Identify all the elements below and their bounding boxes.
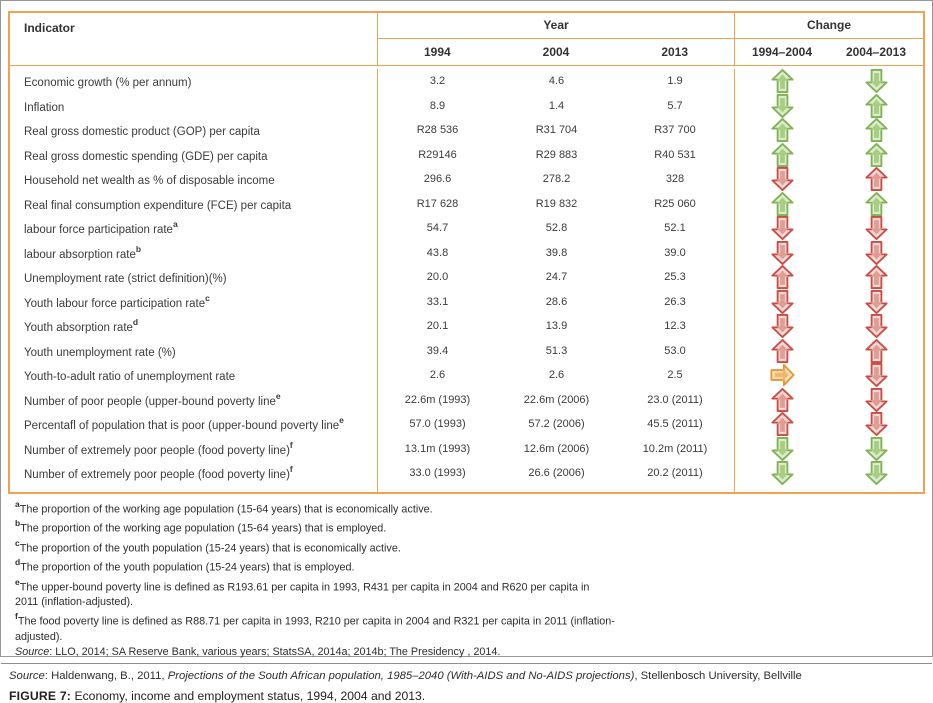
red-down-arrow-icon	[771, 290, 794, 314]
green-up-arrow-icon	[865, 192, 888, 216]
green-down-arrow-icon	[865, 437, 888, 461]
green-up-arrow-icon	[865, 94, 888, 118]
table-row	[10, 388, 923, 413]
footnote-ref: b	[135, 243, 142, 254]
green-up-arrow-icon	[771, 143, 794, 167]
red-up-arrow-icon	[771, 412, 794, 436]
table-row	[10, 461, 923, 486]
red-down-arrow-icon	[771, 167, 794, 191]
footnote-ref: d	[132, 317, 139, 328]
footnote-letter: c	[15, 537, 20, 548]
value-1994: 54.7	[426, 222, 449, 235]
change-2004-2013	[829, 118, 923, 143]
change-1994-2004	[735, 363, 829, 388]
value-1994: 296.6	[423, 173, 452, 186]
change-2004-2013	[829, 265, 923, 290]
footnote-ref: f	[289, 464, 293, 475]
change-1994-2004	[735, 192, 829, 217]
value-1994: 39.4	[426, 344, 449, 357]
change-1994-2004	[735, 241, 829, 266]
table-row	[10, 314, 923, 339]
header-col-1994: 1994	[423, 45, 451, 59]
red-down-arrow-icon	[865, 314, 888, 338]
value-2013: 20.2 (2011)	[616, 461, 735, 486]
footnote-ref: c	[205, 292, 210, 303]
value-1994: 43.8	[426, 246, 449, 259]
green-up-arrow-icon	[771, 69, 794, 93]
change-1994-2004	[735, 94, 829, 119]
value-2004: 26.6 (2006)	[528, 467, 585, 480]
indicator-table	[8, 11, 925, 494]
table-row	[10, 69, 923, 94]
indicator-label: Real gross domestic product (GOP) per capita	[24, 126, 260, 139]
indicator-label: labour absorption rate$^b$	[24, 243, 142, 261]
change-1994-2004	[735, 388, 829, 413]
value-2004: 57.2 (2006)	[528, 418, 585, 431]
indicator-label: Number of poor people (upper-bound poverty line$^e$	[24, 390, 281, 408]
caption-source-pre: : Haldenwang, B., 2011,	[44, 670, 168, 683]
footnote-text: The food poverty line is defined as R88.71 per capita in 1993, R210 per capita in 2004 and R321 per capita in 2011 (inflation-adjusted).	[15, 616, 615, 644]
red-down-arrow-icon	[771, 314, 794, 338]
change-1994-2004	[735, 167, 829, 192]
change-1994-2004	[735, 118, 829, 143]
change-1994-2004	[735, 143, 829, 168]
green-up-arrow-icon	[865, 118, 888, 142]
value-2013: 5.7	[616, 94, 735, 119]
value-2004: 28.6	[545, 295, 568, 308]
value-1994: 3.2	[429, 75, 446, 88]
value-2013: 53.0	[616, 339, 735, 364]
value-2013: 12.3	[616, 314, 735, 339]
indicator-label: Youth-to-adult ratio of unemployment rate	[24, 371, 236, 384]
figure-caption-text: Economy, income and employment status, 1994, 2004 and 2013.	[71, 689, 426, 703]
red-up-arrow-icon	[865, 265, 888, 289]
table-bottom-spacer	[10, 486, 923, 492]
value-2004: 278.2	[542, 173, 571, 186]
red-down-arrow-icon	[771, 241, 794, 265]
red-up-arrow-icon	[865, 167, 888, 191]
footnote-letter: f	[15, 611, 18, 622]
table-header	[10, 13, 923, 66]
header-indicator: Indicator	[10, 13, 378, 65]
value-2013: 45.5 (2011)	[616, 412, 735, 437]
value-1994: 33.1	[426, 295, 449, 308]
value-2004: 24.7	[545, 271, 568, 284]
change-1994-2004	[735, 314, 829, 339]
indicator-label: Youth labour force participation rate$^c$	[24, 292, 210, 310]
change-1994-2004	[735, 216, 829, 241]
value-1994: 57.0 (1993)	[409, 418, 466, 431]
change-2004-2013	[829, 241, 923, 266]
change-1994-2004	[735, 437, 829, 462]
footnote-line	[15, 537, 615, 557]
change-1994-2004	[735, 461, 829, 486]
indicator-label: Number of extremely poor people (food poverty line)$^f$	[24, 439, 293, 457]
footnote-line	[15, 576, 615, 611]
change-2004-2013	[829, 192, 923, 217]
table-row	[10, 339, 923, 364]
footnote-letter: b	[15, 518, 21, 529]
table-row	[10, 94, 923, 119]
orange-right-arrow-icon	[770, 364, 794, 387]
red-down-arrow-icon	[865, 216, 888, 240]
table-row	[10, 216, 923, 241]
indicator-label: Household net wealth as % of disposable income	[24, 175, 275, 188]
value-2004: 39.8	[545, 246, 568, 259]
value-1994: 33.0 (1993)	[409, 467, 466, 480]
green-up-arrow-icon	[865, 143, 888, 167]
value-2013: R40 531	[616, 143, 735, 168]
value-2004: 1.4	[548, 99, 565, 112]
header-col-2004: 2004	[542, 45, 570, 59]
change-1994-2004	[735, 69, 829, 94]
table-source-line	[15, 645, 932, 660]
change-2004-2013	[829, 412, 923, 437]
red-up-arrow-icon	[771, 339, 794, 363]
header-col-2004-2013: 2004–2013	[845, 45, 907, 59]
change-2004-2013	[829, 363, 923, 388]
value-2004: 52.8	[545, 222, 568, 235]
value-2004: 13.9	[545, 320, 568, 333]
value-2004: 4.6	[548, 75, 565, 88]
table-row	[10, 363, 923, 388]
caption-source-title: Projections of the South African population, 1985–2040 (With-AIDS and No-AIDS projections)	[167, 670, 635, 683]
footnote-line	[15, 610, 615, 645]
footnotes	[15, 498, 615, 646]
green-down-arrow-icon	[771, 437, 794, 461]
table-source-text: : LLO, 2014; SA Reserve Bank, various years; StatsSA, 2014a; 2014b; The Presidency , 2014.	[49, 646, 501, 659]
value-2004: 2.6	[548, 369, 565, 382]
table-row	[10, 192, 923, 217]
header-col-1994-2004: 1994–2004	[751, 45, 813, 59]
change-1994-2004	[735, 339, 829, 364]
value-2004: R29 883	[535, 148, 578, 161]
caption-source-post: , Stellenbosch University, Bellville	[634, 670, 802, 683]
value-1994: 8.9	[429, 99, 446, 112]
change-1994-2004	[735, 290, 829, 315]
table-row	[10, 265, 923, 290]
red-down-arrow-icon	[865, 412, 888, 436]
header-change-title: Change	[735, 13, 923, 39]
header-year-title: Year	[378, 13, 734, 39]
footnote-text: The upper-bound poverty line is defined as R193.61 per capita in 1993, R431 per capita in 2004 and R620 per capita in 2011 (inflation-adjusted).	[15, 581, 590, 609]
header-col-2013: 2013	[661, 45, 689, 59]
value-1994: 2.6	[429, 369, 446, 382]
indicator-label: Inflation	[24, 101, 65, 114]
footnote-ref: a	[172, 219, 178, 230]
figure-caption	[9, 689, 932, 703]
value-2013: R25 060	[616, 192, 735, 217]
figure-caption-label: FIGURE 7:	[9, 689, 72, 703]
green-down-arrow-icon	[865, 461, 888, 485]
change-1994-2004	[735, 412, 829, 437]
footnote-ref: f	[289, 439, 293, 450]
table-row	[10, 167, 923, 192]
value-1994: 22.6m (1993)	[404, 393, 471, 406]
change-2004-2013	[829, 94, 923, 119]
change-2004-2013	[829, 461, 923, 486]
footnote-ref: e	[275, 390, 281, 401]
value-1994: 13.1m (1993)	[404, 442, 471, 455]
footnote-letter: a	[15, 498, 20, 509]
footnote-ref: e	[339, 415, 344, 426]
green-up-arrow-icon	[771, 118, 794, 142]
caption-divider	[1, 663, 932, 664]
red-up-arrow-icon	[771, 388, 794, 412]
table-source-label: Source	[15, 646, 50, 659]
change-2004-2013	[829, 388, 923, 413]
value-1994: R17 628	[416, 197, 459, 210]
value-2013: 10.2m (2011)	[616, 437, 735, 462]
indicator-label: Number of extremely poor people (food poverty line)$^f$	[24, 464, 293, 482]
table-row	[10, 143, 923, 168]
table-row	[10, 241, 923, 266]
indicator-label: Economic growth (% per annum)	[24, 77, 192, 90]
red-up-arrow-icon	[771, 265, 794, 289]
indicator-label: Unemployment rate (strict definition)(%)	[24, 273, 227, 286]
green-down-arrow-icon	[865, 69, 888, 93]
red-down-arrow-icon	[865, 388, 888, 412]
value-2013: 23.0 (2011)	[616, 388, 735, 413]
green-down-arrow-icon	[771, 94, 794, 118]
value-2004: R19 832	[535, 197, 578, 210]
footnote-letter: d	[15, 557, 21, 568]
change-2004-2013	[829, 339, 923, 364]
caption-source-label: Source	[9, 670, 45, 683]
indicator-label: Real gross domestic spending (GDE) per capita	[24, 150, 268, 163]
caption-source	[9, 670, 932, 682]
footnote-text: The proportion of the working age population (15-64 years) that is economically active.	[19, 503, 433, 516]
footnote-letter: e	[15, 576, 20, 587]
change-2004-2013	[829, 216, 923, 241]
footnote-line	[15, 517, 615, 537]
value-2004: R31 704	[535, 124, 578, 137]
change-2004-2013	[829, 143, 923, 168]
indicator-label: Youth absorption rate$^d$	[24, 317, 139, 335]
value-2004: 12.6m (2006)	[523, 442, 590, 455]
footnote-text: The proportion of the youth population (15-24 years) that is employed.	[20, 561, 355, 574]
green-up-arrow-icon	[771, 192, 794, 216]
value-2004: 22.6m (2006)	[523, 393, 590, 406]
footnote-line	[15, 498, 615, 518]
change-1994-2004	[735, 265, 829, 290]
value-2013: 2.5	[616, 363, 735, 388]
table-row	[10, 290, 923, 315]
header-change-group	[735, 13, 923, 65]
footnote-text: The proportion of the working age population (15-64 years) that is employed.	[20, 522, 387, 535]
change-2004-2013	[829, 314, 923, 339]
footnote-text: The proportion of the youth population (15-24 years) that is economically active.	[19, 542, 401, 555]
value-1994: R28 536	[416, 124, 459, 137]
table-body	[10, 66, 923, 486]
indicator-label: labour force participation rate$^a$	[24, 219, 178, 237]
table-row	[10, 412, 923, 437]
value-2013: 25.3	[616, 265, 735, 290]
red-down-arrow-icon	[865, 241, 888, 265]
value-1994: R29146	[418, 148, 457, 161]
value-2004: 51.3	[545, 344, 568, 357]
indicator-label: Percentafl of population that is poor (upper-bound poverty line$^e$	[24, 415, 344, 433]
value-2013: 1.9	[616, 69, 735, 94]
change-2004-2013	[829, 167, 923, 192]
value-2013: R37 700	[616, 118, 735, 143]
green-down-arrow-icon	[771, 461, 794, 485]
red-down-arrow-icon	[865, 363, 888, 387]
change-2004-2013	[829, 290, 923, 315]
red-down-arrow-icon	[771, 216, 794, 240]
value-1994: 20.0	[426, 271, 449, 284]
indicator-label: Youth unemployment rate (%)	[24, 346, 176, 359]
value-2013: 328	[616, 167, 735, 192]
table-row	[10, 118, 923, 143]
value-2013: 52.1	[616, 216, 735, 241]
indicator-label: Real final consumption expenditure (FCE) per capita	[24, 199, 292, 212]
red-up-arrow-icon	[865, 339, 888, 363]
value-1994: 20.1	[426, 320, 449, 333]
change-2004-2013	[829, 69, 923, 94]
value-2013: 39.0	[616, 241, 735, 266]
header-year-group	[378, 13, 735, 65]
footnote-line	[15, 556, 615, 576]
table-row	[10, 437, 923, 462]
red-down-arrow-icon	[865, 290, 888, 314]
change-2004-2013	[829, 437, 923, 462]
value-2013: 26.3	[616, 290, 735, 315]
